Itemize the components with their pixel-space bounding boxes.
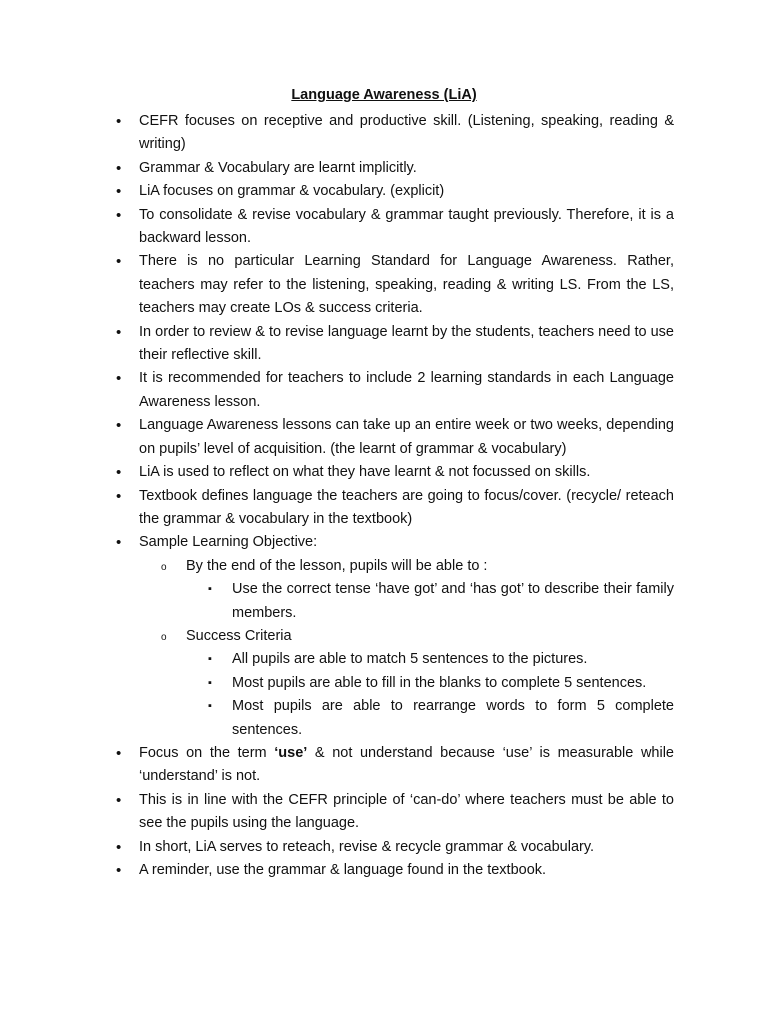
- bullet-list: [118, 110, 674, 882]
- objective-item: ▪ Use the correct tense ‘have got’ and ‘has got’ to describe their family members.: [186, 578, 674, 625]
- list-item: • Grammar & Vocabulary are learnt implicitly.: [118, 157, 674, 180]
- criteria-item: ▪ Most pupils are able to fill in the blanks to complete 5 sentences.: [186, 672, 674, 695]
- list-item: • To consolidate & revise vocabulary & grammar taught previously. Therefore, it is a backward lesson.: [118, 204, 674, 251]
- objective-intro-text: By the end of the lesson, pupils will be able to :: [186, 557, 488, 574]
- criteria-item: ▪ All pupils are able to match 5 sentences to the pictures.: [186, 648, 674, 671]
- sample-objective-item: [118, 531, 674, 742]
- list-item: • This is in line with the CEFR principle of ‘can-do’ where teachers must be able to see the pupils using the language.: [118, 789, 674, 836]
- document-title: Language Awareness (LiA): [291, 87, 477, 103]
- focus-text-before: Focus on the term: [139, 744, 275, 761]
- list-item: • LiA is used to reflect on what they have learnt & not focussed on skills.: [118, 461, 674, 484]
- criteria-item: ▪ Most pupils are able to rearrange words to form 5 complete sentences.: [186, 695, 674, 742]
- success-criteria-item: [139, 625, 674, 742]
- list-item: • LiA focuses on grammar & vocabulary. (explicit): [118, 180, 674, 203]
- list-item: • In short, LiA serves to reteach, revise & recycle grammar & vocabulary.: [118, 836, 674, 859]
- list-item: • Language Awareness lessons can take up an entire week or two weeks, depending on pupils’ level of acquisition. (the learnt of grammar & vocabulary): [118, 414, 674, 461]
- focus-term-item: [118, 742, 674, 789]
- success-criteria-label: Success Criteria: [186, 627, 292, 644]
- focus-text-after: & not understand because ‘use’ is measurable while ‘understand’ is not.: [139, 744, 675, 785]
- list-item: • It is recommended for teachers to include 2 learning standards in each Language Awareness lesson.: [118, 367, 674, 414]
- objective-list: [186, 578, 674, 625]
- list-item: • There is no particular Learning Standard for Language Awareness. Rather, teachers may refer to the listening, speaking, reading & writing LS. From the LS, teachers may create LOs & success criteria.: [118, 250, 674, 320]
- list-item: • A reminder, use the grammar & language found in the textbook.: [118, 859, 674, 882]
- focus-term: ‘use’: [274, 744, 308, 761]
- list-item: • Textbook defines language the teachers are going to focus/cover. (recycle/ reteach the grammar & vocabulary in the textbook): [118, 485, 674, 532]
- sample-objective-label: Sample Learning Objective:: [139, 534, 318, 551]
- criteria-list: [186, 648, 674, 742]
- list-item: • CEFR focuses on receptive and productive skill. (Listening, speaking, reading & writing): [118, 110, 674, 157]
- sample-sublist: [139, 555, 674, 742]
- list-item: • In order to review & to revise language learnt by the students, teachers need to use their reflective skill.: [118, 321, 674, 368]
- objective-intro-item: [139, 555, 674, 625]
